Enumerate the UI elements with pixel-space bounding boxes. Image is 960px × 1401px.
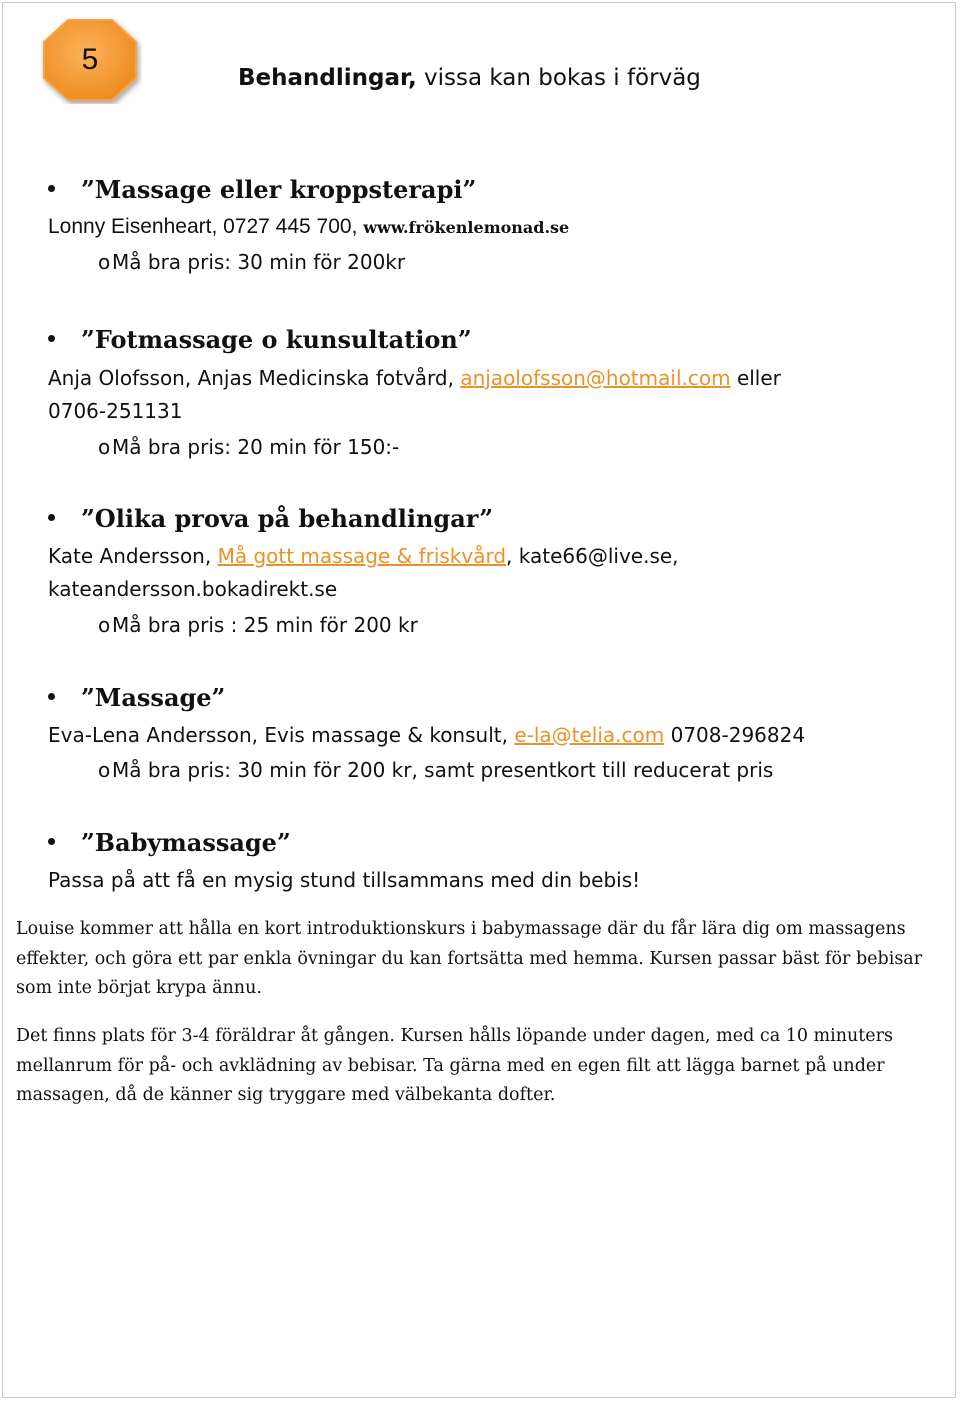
bullet-icon xyxy=(48,185,55,192)
phone-line: 0706-251131 xyxy=(48,399,183,423)
sub-bullet: o xyxy=(98,250,111,274)
contact-line: Lonny Eisenheart, 0727 445 700, www.frökenlemonad.se xyxy=(48,215,570,238)
price-line: o Må bra pris: 30 min för 200 kr, samt presentkort till reducerat pris xyxy=(112,755,773,785)
sub-bullet: o xyxy=(98,758,111,782)
bullet-icon xyxy=(48,514,55,521)
heading-bold: Behandlingar, xyxy=(238,65,417,91)
price-line: o Må bra pris: 30 min för 200kr xyxy=(112,247,405,277)
page-number: 5 xyxy=(81,43,99,76)
paragraph-intro: Louise kommer att hålla en kort introduktionskurs i babymassage där du får lära dig om massagens effekter, och göra ett par enkla övningar du kan fortsätta med hemma. Kursen passar bäst för bebisar som inte börjat krypa ännu. xyxy=(16,919,923,998)
section-title-fotmassage: ”Fotmassage o kunsultation” xyxy=(48,324,472,356)
contact-line: Kate Andersson, Må gott massage & friskvård, kate66@live.se, xyxy=(48,544,679,568)
bullet-icon xyxy=(48,838,55,845)
email-link[interactable]: e-la@telia.com xyxy=(514,723,665,747)
price-line: o Må bra pris: 20 min för 150:- xyxy=(112,432,399,462)
sub-bullet: o xyxy=(98,613,111,637)
price-line: o Må bra pris : 25 min för 200 kr xyxy=(112,610,418,640)
section-title-massage-kroppsterapi: ”Massage eller kroppsterapi” xyxy=(48,174,476,206)
paragraph-details: Det finns plats för 3-4 föräldrar åt gången. Kursen hålls löpande under dagen, med ca 10 minuters mellanrum för på- och avklädning av bebisar. Ta gärna med en egen filt att lägga barnet på under massagen, då de känner sig tryggare med välbekanta dofter. xyxy=(16,1026,893,1105)
section-title-babymassage: ”Babymassage” xyxy=(48,827,291,859)
section-title-olika-prova: ”Olika prova på behandlingar” xyxy=(48,503,493,535)
business-link[interactable]: Må gott massage & friskvård xyxy=(217,544,507,568)
contact-line: Eva-Lena Andersson, Evis massage & konsult, e-la@telia.com 0708-296824 xyxy=(48,723,806,747)
page-number-badge xyxy=(38,16,142,104)
booking-line: kateandersson.bokadirekt.se xyxy=(48,577,338,601)
sub-bullet: o xyxy=(98,435,111,459)
bullet-icon xyxy=(48,335,55,342)
bullet-icon xyxy=(48,693,55,700)
heading-rest: vissa kan bokas i förväg xyxy=(424,65,701,91)
page-heading xyxy=(238,60,701,96)
babymassage-tagline: Passa på att få en mysig stund tillsammans med din bebis! xyxy=(48,868,641,892)
email-link[interactable]: anjaolofsson@hotmail.com xyxy=(460,366,731,390)
section-title-massage: ”Massage” xyxy=(48,682,225,714)
contact-line: Anja Olofsson, Anjas Medicinska fotvård, anjaolofsson@hotmail.com eller xyxy=(48,366,781,390)
website-link[interactable]: www.frökenlemonad.se xyxy=(363,218,570,237)
